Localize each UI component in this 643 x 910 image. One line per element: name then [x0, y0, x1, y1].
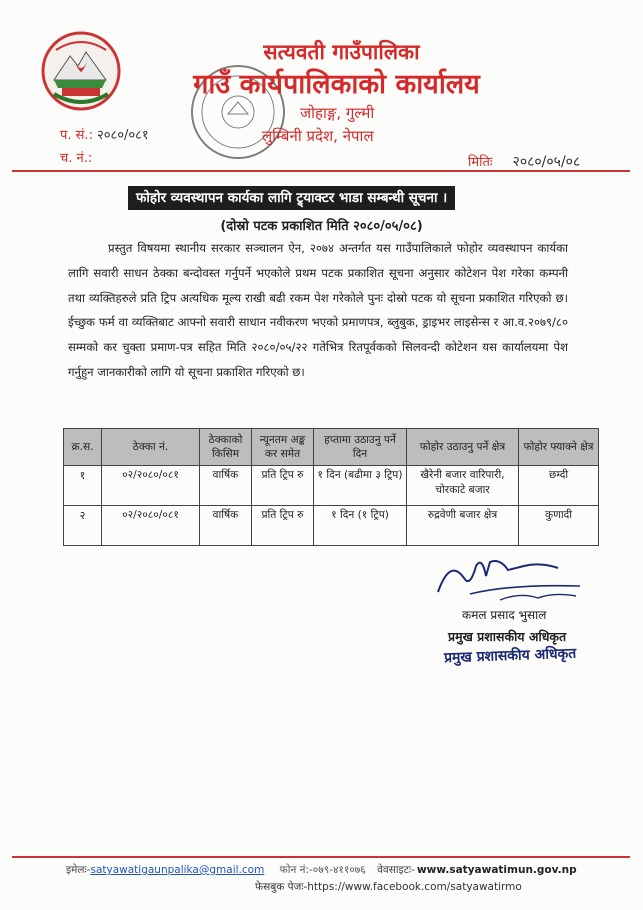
table-header-cell: हप्तामा उठाउनु पर्ने दिन [314, 429, 407, 466]
notice-subtitle: (दोस्रो पटक प्रकाशित मिति २०८०/०५/०८) [220, 219, 423, 234]
table-row [64, 506, 599, 546]
office-name: गाउँ कार्यपालिकाको कार्यालय [193, 69, 480, 100]
table-cell: रुद्रवेणी बजार क्षेत्र [407, 506, 519, 546]
phone-number: फोन नं:-०७९-४११०७६ [279, 864, 366, 876]
website-link[interactable]: www.satyawatimun.gov.np [416, 864, 577, 876]
table-cell: वार्षिक [200, 506, 252, 546]
notice-title [128, 186, 455, 210]
table-cell: १ [64, 466, 102, 506]
table-row [64, 466, 599, 506]
email-label: इमेलः- [66, 864, 91, 876]
address-line-2: लुम्बिनी प्रदेश, नेपाल [262, 127, 374, 145]
ref-number [60, 125, 149, 143]
table-header-cell: क्र.स. [64, 429, 102, 466]
ref-label: प. सं.: [60, 128, 93, 143]
footer-divider [12, 856, 630, 858]
date-label: मितिः [468, 155, 493, 170]
table-cell: ०२/२०८०/०८१ [102, 506, 200, 546]
org-name: सत्यवती गाउँपालिका [263, 40, 420, 64]
table-cell: कुणादी [519, 506, 599, 546]
table-header-cell: न्यूनतम अङ्क कर समेत [252, 429, 314, 466]
dispatch-number [60, 148, 96, 166]
facebook-label: फेसबुक पेजः- [255, 881, 308, 893]
facebook-link[interactable]: https://www.facebook.com/satyawatirmo [307, 881, 522, 893]
handwritten-signature-icon [430, 548, 590, 608]
table-header-row [64, 429, 599, 466]
dispatch-label: च. नं.: [60, 151, 93, 166]
table-cell: छम्दी [519, 466, 599, 506]
tender-table [63, 428, 599, 546]
date-value: २०८०/०५/०८ [512, 154, 581, 170]
table-cell: १ दिन (१ ट्रिप) [314, 506, 407, 546]
table-header-cell: ठेक्का नं. [102, 429, 200, 466]
table-cell: प्रति ट्रिप रु [252, 466, 314, 506]
table-header-cell: फोहोर उठाउनु पर्ने क्षेत्र [407, 429, 519, 466]
table-cell: प्रति ट्रिप रु [252, 506, 314, 546]
table-cell: वार्षिक [200, 466, 252, 506]
table-cell: ०२/२०८०/०८१ [102, 466, 200, 506]
notice-body: प्रस्तुत विषयमा स्थानीय सरकार सञ्चालन ऐन, २०७४ अन्तर्गत यस गाउँपालिकाले फोहोर व्यवस्थापन कार्यका लागि सवारी साधन ठेक्का बन्दोवस्त गर्नुपर्ने भएकोले प्रथम पटक प्रकाशित सूचना अनुसार कोटेशन पेश गरेका कम्पनी तथा व्यक्तिहरुले प्रति ट्रिप अत्यधिक मूल्य राखी बढी रकम पेश गरेकोले पुनः दोस्रो पटक यो सूचना प्रकाशित गरिएको छ। ईच्छुक फर्म वा व्यक्तिबाट आफ्नो सवारी साधान नवीकरण भएको प्रमाणपत्र, ब्लुबुक, ड्राइभर लाइसेन्स र आ.व.२०७९/८० सम्मको कर चुक्ता प्रमाण-पत्र सहित मिति २०८०/०५/२२ गतेभित्र रितपूर्वकको सिलवन्दी कोटेशन यस कार्यालयमा पेश गर्नुहुन जानकारीको लागि यो सूचना प्रकाशित गरिएको छ। [68, 241, 568, 379]
table-header-cell: फोहोर फ्याक्ने क्षेत्र [519, 429, 599, 466]
table-cell: खैरेनी बजार वारिपारी, चोरकाटे बजार [407, 466, 519, 506]
signer-name: कमल प्रसाद भुसाल [462, 608, 547, 622]
address-line-1: जोहाङ्ग, गुल्मी [300, 104, 375, 122]
signer-stamp: प्रमुख प्रशासकीय अधिकृत [443, 645, 577, 667]
footer-contact [66, 863, 577, 877]
ref-value: २०८०/०८१ [96, 128, 149, 143]
notice-title-text: फोहोर व्यवस्थापन कार्यका लागि ट्र्याक्टर भाडा सम्बन्धी सूचना । [136, 190, 448, 206]
table-cell: १ दिन (बढीमा ३ ट्रिप) [314, 466, 407, 506]
signer-title: प्रमुख प्रशासकीय अधिकृत [448, 629, 567, 644]
header-divider [12, 170, 630, 172]
issue-date [468, 152, 580, 171]
email-link[interactable]: satyawatigaunpalika@gmail.com [90, 864, 265, 876]
table-cell: २ [64, 506, 102, 546]
footer-facebook [255, 880, 522, 894]
website-label: वेवसाइटः- [377, 864, 415, 876]
table-header-cell: ठेक्काको किसिम [200, 429, 252, 466]
